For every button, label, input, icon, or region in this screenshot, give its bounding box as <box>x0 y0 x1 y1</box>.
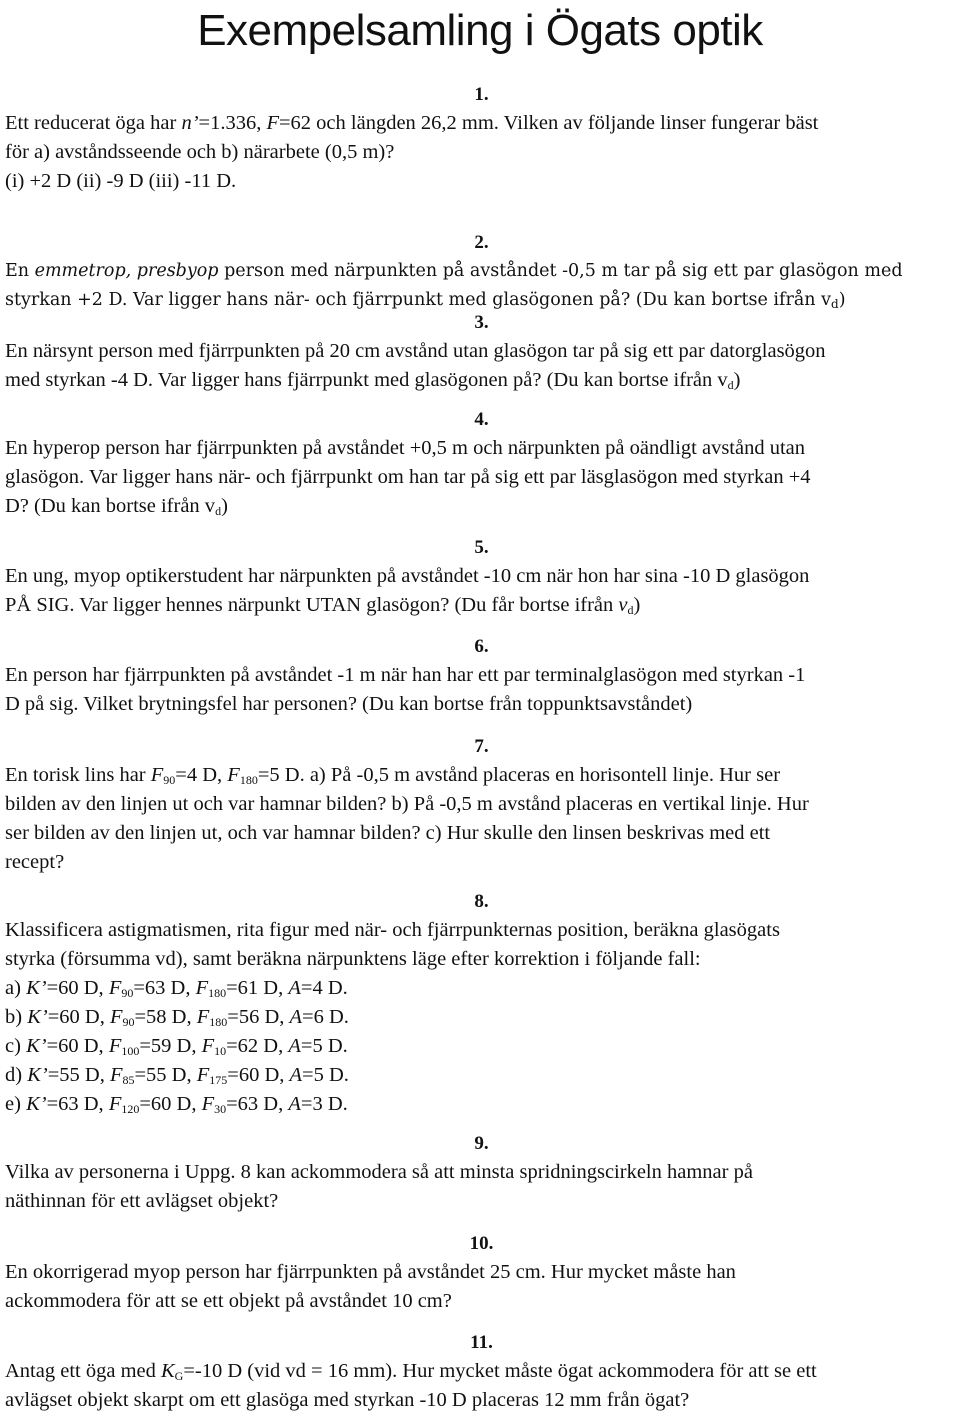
page-title: Exempelsamling i Ögats optik <box>197 6 763 55</box>
problem-10: 10. En okorrigerad myop person har fjärrpunkten på avståndet 25 cm. Hur mycket måste han ackommodera för att se ett objekt på avståndet 10 cm? <box>5 1230 958 1316</box>
problem-number: 6. <box>474 636 489 657</box>
problem-11: 11. Antag ett öga med $K_G=-10$ D (vid vd = 16 mm). Hur mycket måste ögat ackommodera för att se ett avlägset objekt skarpt om ett glasöga med styrkan -10 D placeras 12 mm från ögat? <box>5 1329 958 1415</box>
problem-number: 2. <box>474 232 489 253</box>
problem-number: 4. <box>474 409 489 430</box>
problem-number: 3. <box>474 312 489 333</box>
problem-2: 2. En emmetrop, presbyop person med närpunkten på avståndet -0,5 m tar på sig ett par glasögon med styrkan +2 D. Var ligger hans när- och fjärrpunkt med glasögonen på? (Du kan bortse ifrån $v_d$) <box>5 229 958 315</box>
problem-number: 9. <box>474 1133 489 1154</box>
problem-9: 9. Vilka av personerna i Uppg. 8 kan ackommodera så att minsta spridningscirkeln hamnar på näthinnan för ett avlägset objekt? <box>5 1130 958 1216</box>
case-e: e) K’=63 D, $F_{120}=60$ D, $F_{30}=63$ D, A=3 D. <box>5 1093 348 1116</box>
problem-5: 5. En ung, myop optikerstudent har närpunkten på avståndet -10 cm när hon har sina -10 D glasögon PÅ SIG. Var ligger hennes närpunkt UTAN glasögon? (Du får bortse ifrån $v_d$) <box>5 534 958 620</box>
problem-number: 8. <box>474 891 489 912</box>
case-c: c) K’=60 D, $F_{100}=59$ D, $F_{10}=62$ D, A=5 D. <box>5 1035 348 1058</box>
case-b: b) K’=60 D, $F_{90}=58$ D, $F_{180}=56$ D, A=6 D. <box>5 1006 349 1029</box>
problem-number: 7. <box>474 736 489 757</box>
problem-number: 1. <box>474 84 489 105</box>
problem-number: 10. <box>469 1233 494 1254</box>
problem-6: 6. En person har fjärrpunkten på avståndet -1 m när han har ett par terminalglasögon med styrkan -1 D på sig. Vilket brytningsfel har personen? (Du kan bortse från toppunktsavståndet) <box>5 633 958 719</box>
problem-3: 3. En närsynt person med fjärrpunkten på 20 cm avstånd utan glasögon tar på sig ett par datorglasögon med styrkan -4 D. Var ligger hans fjärrpunkt med glasögonen på? (Du kan bortse ifrån $v_d$) <box>5 309 958 395</box>
case-a: a) K’=60 D, $F_{90}=63$ D, $F_{180}=61$ D, A=4 D. <box>5 977 348 1000</box>
problem-number: 11. <box>470 1332 493 1353</box>
problem-number: 5. <box>474 537 489 558</box>
problem-4: 4. En hyperop person har fjärrpunkten på avståndet +0,5 m och närpunkten på oändligt avstånd utan glasögon. Var ligger hans när- och fjärrpunkt om han tar på sig ett par läsglasögon med styrkan +4 D? (Du kan bortse ifrån $v_d$) <box>5 406 958 521</box>
case-d: d) K’=55 D, $F_{85}=55$ D, $F_{175}=60$ D, A=5 D. <box>5 1064 349 1087</box>
problem-1: 1. Ett reducerat öga har n’=1.336, F=62 och längden 26,2 mm. Vilken av följande linser fungerar bäst för a) avståndsseende och b) närarbete (0,5 m)? (i) +2 D (ii) -9 D (iii) -11 D. <box>5 81 958 196</box>
problem-7: 7. En torisk lins har $F_{90}=4$ D, $F_{180}=5$ D. a) På -0,5 m avstånd placeras en horisontell linje. Hur ser bilden av den linjen ut och var hamnar bilden? b) På -0,5 m avstånd placeras en vertikal linje. Hur ser bilden av den linjen ut, och var hamnar bilden? c) Hur skulle den linsen beskrivas med ett recept? <box>5 733 958 877</box>
problem-8: 8. Klassificera astigmatismen, rita figur med när- och fjärrpunkternas position, beräkna glasögats styrka (försumma vd), samt beräkna närpunktens läge efter korrektion i följande fall: a) K’=60 D, $F_{90}=63$ D, $F_{180}=61$ D, A=4 D. b) K’=60 D, $F_{90}=58$ D, $F_{180}=56$ D, A=6 D. c) K’=60 D, $F_{100}=59$ D, $F_{10}=62$ D, A=5 D. d) K’=55 D, $F_{85}=55$ D, $F_{175}=60$ D, A=5 D. e) K’=63 D, $F_{120}=60$ D, $F_{30}=63$ D, A=3 D. <box>5 888 958 1119</box>
